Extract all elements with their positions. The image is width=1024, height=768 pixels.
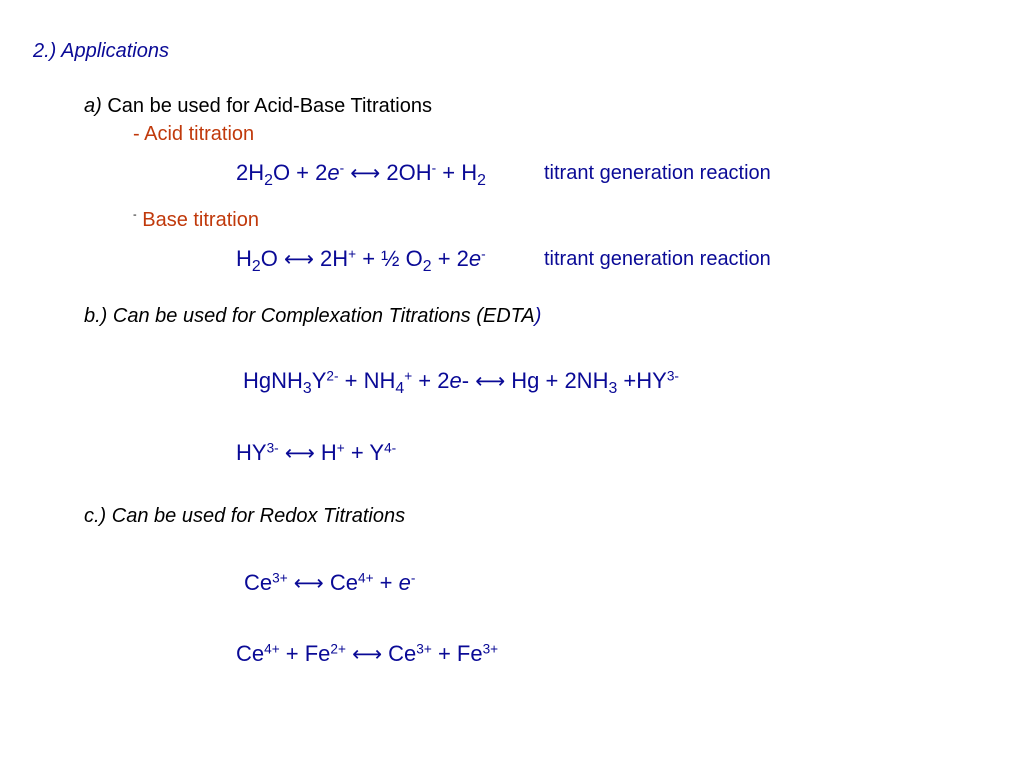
section-heading: 2.) Applications [33, 40, 169, 62]
subheading-b-close: ) [534, 305, 542, 327]
base-titration-label [133, 209, 259, 232]
base-dash: - [133, 209, 137, 221]
subheading-b [84, 305, 541, 328]
subheading-a-text: Can be used for Acid-Base Titrations [101, 95, 432, 117]
acid-equation-note: titrant generation reaction [544, 162, 771, 184]
subheading-b-text: b.) Can be used for Complexation Titrations (EDTA [84, 305, 535, 327]
base-equation: $H_2O$ ⟷ 2H+ + ½ $O_2 + 2e^-$ [236, 246, 486, 275]
subheading-c: c.) Can be used for Redox Titrations [84, 505, 406, 527]
complexation-equation-1: $HgNH_3Y^{2-} + NH_4^+ + 2e-$ ⟷ $Hg + 2NH_3 +HY^{3-}$ [243, 368, 679, 397]
base-equation-note: titrant generation reaction [544, 248, 771, 270]
redox-equation-2: $Ce^{4+} + Fe^{2+}$ ⟷ $Ce^{3+} + Fe^{3+}$ [236, 641, 499, 666]
redox-equation-1: $Ce^{3+}$ ⟷ $Ce^{4+} + e^-$ [244, 570, 416, 595]
base-title: Base titration [142, 209, 259, 231]
subheading-a-label: a) [84, 95, 102, 117]
acid-equation: $2H_2O + 2e^-$ ⟷ $2OH^- + H_2$ [236, 160, 486, 189]
subheading-a [84, 95, 432, 118]
complexation-equation-2: $HY^{3-}$ ⟷ $H^+ + Y^{4-}$ [236, 440, 397, 465]
acid-titration-label: - Acid titration [133, 123, 255, 145]
